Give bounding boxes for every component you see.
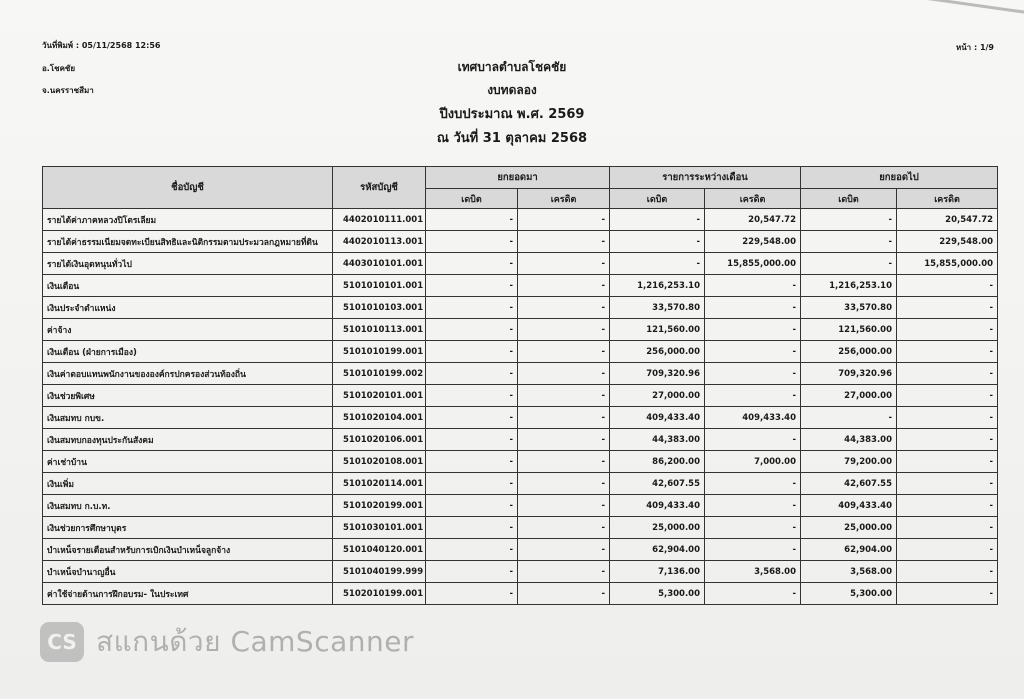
- account-name-cell: เงินสมทบ กบข.: [43, 407, 333, 429]
- trial-balance-table: [42, 166, 998, 605]
- fiscal-year: ปีงบประมาณ พ.ศ. 2569: [439, 107, 585, 122]
- cf-credit-cell: -: [897, 319, 998, 341]
- table-row: [43, 583, 998, 605]
- bf-debit-cell: -: [426, 385, 518, 407]
- account-name-cell: เงินเพิ่ม: [43, 473, 333, 495]
- watermark-text: สแกนด้วย CamScanner: [96, 625, 414, 658]
- month-credit-cell: -: [705, 363, 801, 385]
- account-name-cell: รายได้ค่าภาคหลวงปิโตรเลียม: [43, 209, 333, 231]
- month-debit-cell: 86,200.00: [610, 451, 705, 473]
- month-credit-cell: 3,568.00: [705, 561, 801, 583]
- account-code-cell: 5101020101.001: [333, 385, 426, 407]
- cf-credit-cell: -: [897, 275, 998, 297]
- month-debit-cell: 62,904.00: [610, 539, 705, 561]
- month-debit-cell: 42,607.55: [610, 473, 705, 495]
- bf-debit-cell: -: [426, 539, 518, 561]
- month-debit-header: เดบิต: [610, 189, 705, 209]
- month-credit-cell: 7,000.00: [705, 451, 801, 473]
- bf-debit-cell: -: [426, 583, 518, 605]
- bf-debit-cell: -: [426, 231, 518, 253]
- account-name-cell: เงินเดือน (ฝ่ายการเมือง): [43, 341, 333, 363]
- table-row: [43, 495, 998, 517]
- month-credit-header: เครดิต: [705, 189, 801, 209]
- bf-debit-cell: -: [426, 495, 518, 517]
- bf-credit-cell: -: [518, 473, 610, 495]
- bf-debit-cell: -: [426, 363, 518, 385]
- month-credit-cell: 15,855,000.00: [705, 253, 801, 275]
- bf-credit-cell: -: [518, 561, 610, 583]
- bf-credit-cell: -: [518, 407, 610, 429]
- cf-debit-cell: 121,560.00: [801, 319, 897, 341]
- cf-debit-cell: 25,000.00: [801, 517, 897, 539]
- bf-credit-cell: -: [518, 209, 610, 231]
- account-code-cell: 5101020106.001: [333, 429, 426, 451]
- bf-credit-cell: -: [518, 319, 610, 341]
- account-name-cell: ค่าจ้าง: [43, 319, 333, 341]
- account-code-cell: 5101020104.001: [333, 407, 426, 429]
- cf-debit-cell: -: [801, 253, 897, 275]
- account-code-cell: 5102010199.001: [333, 583, 426, 605]
- cf-credit-header: เครดิต: [897, 189, 998, 209]
- cf-credit-cell: -: [897, 429, 998, 451]
- bf-credit-cell: -: [518, 341, 610, 363]
- month-debit-cell: 44,383.00: [610, 429, 705, 451]
- col-account-code: รหัสบัญชี: [333, 167, 426, 209]
- table-row: [43, 275, 998, 297]
- cf-debit-cell: -: [801, 231, 897, 253]
- account-code-cell: 5101010113.001: [333, 319, 426, 341]
- cf-credit-cell: -: [897, 495, 998, 517]
- account-name-cell: เงินช่วยการศึกษาบุตร: [43, 517, 333, 539]
- month-debit-cell: 7,136.00: [610, 561, 705, 583]
- month-credit-cell: -: [705, 341, 801, 363]
- cf-debit-cell: 42,607.55: [801, 473, 897, 495]
- cf-debit-cell: 3,568.00: [801, 561, 897, 583]
- cf-credit-cell: -: [897, 561, 998, 583]
- cf-debit-cell: -: [801, 209, 897, 231]
- cf-debit-cell: 33,570.80: [801, 297, 897, 319]
- header-row-groups: [43, 167, 998, 189]
- account-code-cell: 5101010101.001: [333, 275, 426, 297]
- cf-debit-cell: 709,320.96: [801, 363, 897, 385]
- month-debit-cell: 709,320.96: [610, 363, 705, 385]
- table-row: [43, 385, 998, 407]
- account-name-cell: เงินช่วยพิเศษ: [43, 385, 333, 407]
- account-name-cell: เงินสมทบกองทุนประกันสังคม: [43, 429, 333, 451]
- account-name-cell: ค่าใช้จ่ายด้านการฝึกอบรม- ในประเทศ: [43, 583, 333, 605]
- account-code-cell: 4402010111.001: [333, 209, 426, 231]
- month-debit-cell: 33,570.80: [610, 297, 705, 319]
- account-name-cell: ค่าเช่าบ้าน: [43, 451, 333, 473]
- account-name-cell: บำเหน็จรายเดือนสำหรับการเบิกเงินบำเหน็จลูกจ้าง: [43, 539, 333, 561]
- as-of-date: ณ วันที่ 31 ตุลาคม 2568: [436, 131, 588, 146]
- month-credit-cell: 20,547.72: [705, 209, 801, 231]
- bf-debit-cell: -: [426, 209, 518, 231]
- month-debit-cell: 409,433.40: [610, 407, 705, 429]
- bf-debit-cell: -: [426, 473, 518, 495]
- table-row: [43, 429, 998, 451]
- cf-debit-cell: 1,216,253.10: [801, 275, 897, 297]
- month-debit-cell: -: [610, 231, 705, 253]
- cf-debit-cell: 5,300.00: [801, 583, 897, 605]
- cf-credit-cell: -: [897, 539, 998, 561]
- account-code-cell: 5101020108.001: [333, 451, 426, 473]
- month-debit-cell: 121,560.00: [610, 319, 705, 341]
- month-credit-cell: -: [705, 473, 801, 495]
- bf-credit-cell: -: [518, 385, 610, 407]
- bf-debit-cell: -: [426, 407, 518, 429]
- table-row: [43, 363, 998, 385]
- account-code-cell: 5101010199.001: [333, 341, 426, 363]
- bf-debit-header: เดบิต: [426, 189, 518, 209]
- camscanner-watermark: [40, 620, 414, 664]
- cf-credit-cell: -: [897, 583, 998, 605]
- cf-credit-cell: -: [897, 407, 998, 429]
- table-row: [43, 561, 998, 583]
- month-credit-cell: 409,433.40: [705, 407, 801, 429]
- month-debit-cell: 25,000.00: [610, 517, 705, 539]
- cf-debit-header: เดบิต: [801, 189, 897, 209]
- month-credit-cell: 229,548.00: [705, 231, 801, 253]
- month-credit-cell: -: [705, 275, 801, 297]
- month-credit-cell: -: [705, 385, 801, 407]
- bf-credit-cell: -: [518, 539, 610, 561]
- bf-credit-cell: -: [518, 253, 610, 275]
- cf-credit-cell: 229,548.00: [897, 231, 998, 253]
- month-debit-cell: 1,216,253.10: [610, 275, 705, 297]
- bf-debit-cell: -: [426, 451, 518, 473]
- bf-credit-header: เครดิต: [518, 189, 610, 209]
- cf-debit-cell: 62,904.00: [801, 539, 897, 561]
- month-credit-cell: -: [705, 297, 801, 319]
- page-number: หน้า : 1/9: [955, 43, 994, 52]
- table-row: [43, 539, 998, 561]
- month-debit-cell: -: [610, 253, 705, 275]
- bf-credit-cell: -: [518, 517, 610, 539]
- print-date: วันที่พิมพ์ : 05/11/2568 12:56: [42, 41, 161, 50]
- account-code-cell: 5101010199.002: [333, 363, 426, 385]
- bf-debit-cell: -: [426, 341, 518, 363]
- cf-credit-cell: -: [897, 363, 998, 385]
- ledger-body: [43, 209, 998, 605]
- month-debit-cell: -: [610, 209, 705, 231]
- paper-edge-shadow: [741, 0, 1024, 79]
- group-brought-forward: ยกยอดมา: [426, 167, 610, 189]
- bf-debit-cell: -: [426, 429, 518, 451]
- account-name-cell: เงินสมทบ ก.บ.ท.: [43, 495, 333, 517]
- bf-debit-cell: -: [426, 275, 518, 297]
- cf-credit-cell: -: [897, 385, 998, 407]
- month-credit-cell: -: [705, 517, 801, 539]
- account-name-cell: เงินประจำตำแหน่ง: [43, 297, 333, 319]
- cf-debit-cell: 44,383.00: [801, 429, 897, 451]
- bf-credit-cell: -: [518, 363, 610, 385]
- bf-credit-cell: -: [518, 583, 610, 605]
- camscanner-logo-icon: CS: [40, 622, 84, 662]
- cf-debit-cell: -: [801, 407, 897, 429]
- month-debit-cell: 5,300.00: [610, 583, 705, 605]
- table-row: [43, 473, 998, 495]
- cf-credit-cell: -: [897, 297, 998, 319]
- cf-credit-cell: -: [897, 451, 998, 473]
- organization-title: เทศบาลตำบลโชคชัย: [457, 60, 567, 74]
- account-code-cell: 5101030101.001: [333, 517, 426, 539]
- account-code-cell: 5101020199.001: [333, 495, 426, 517]
- account-name-cell: เงินเดือน: [43, 275, 333, 297]
- account-name-cell: เงินค่าตอบแทนพนักงานขององค์กรปกครองส่วนท้องถิ่น: [43, 363, 333, 385]
- account-code-cell: 5101010103.001: [333, 297, 426, 319]
- bf-credit-cell: -: [518, 231, 610, 253]
- table-row: [43, 517, 998, 539]
- cf-credit-cell: -: [897, 341, 998, 363]
- account-code-cell: 5101020114.001: [333, 473, 426, 495]
- table-row: [43, 253, 998, 275]
- group-carried-forward: ยกยอดไป: [801, 167, 998, 189]
- account-code-cell: 5101040199.999: [333, 561, 426, 583]
- bf-debit-cell: -: [426, 561, 518, 583]
- bf-debit-cell: -: [426, 253, 518, 275]
- table-row: [43, 231, 998, 253]
- month-debit-cell: 256,000.00: [610, 341, 705, 363]
- cf-debit-cell: 256,000.00: [801, 341, 897, 363]
- col-account-name: ชื่อบัญชี: [43, 167, 333, 209]
- document-title: งบทดลอง: [487, 83, 537, 97]
- table-row: [43, 451, 998, 473]
- account-code-cell: 4402010113.001: [333, 231, 426, 253]
- month-debit-cell: 409,433.40: [610, 495, 705, 517]
- account-code-cell: 5101040120.001: [333, 539, 426, 561]
- account-name-cell: รายได้เงินอุดหนุนทั่วไป: [43, 253, 333, 275]
- month-credit-cell: -: [705, 429, 801, 451]
- bf-credit-cell: -: [518, 495, 610, 517]
- district-label: อ.โชคชัย: [42, 64, 76, 73]
- bf-debit-cell: -: [426, 517, 518, 539]
- cf-credit-cell: 20,547.72: [897, 209, 998, 231]
- group-during-month: รายการระหว่างเดือน: [610, 167, 801, 189]
- bf-credit-cell: -: [518, 297, 610, 319]
- table-row: [43, 341, 998, 363]
- table-row: [43, 297, 998, 319]
- cf-debit-cell: 409,433.40: [801, 495, 897, 517]
- account-name-cell: รายได้ค่าธรรมเนียมจดทะเบียนสิทธิและนิติกรรมตามประมวลกฎหมายที่ดิน: [43, 231, 333, 253]
- bf-debit-cell: -: [426, 297, 518, 319]
- month-debit-cell: 27,000.00: [610, 385, 705, 407]
- cf-credit-cell: 15,855,000.00: [897, 253, 998, 275]
- account-code-cell: 4403010101.001: [333, 253, 426, 275]
- month-credit-cell: -: [705, 495, 801, 517]
- cf-debit-cell: 27,000.00: [801, 385, 897, 407]
- cf-credit-cell: -: [897, 473, 998, 495]
- bf-credit-cell: -: [518, 429, 610, 451]
- cf-debit-cell: 79,200.00: [801, 451, 897, 473]
- month-credit-cell: -: [705, 319, 801, 341]
- bf-credit-cell: -: [518, 451, 610, 473]
- cf-credit-cell: -: [897, 517, 998, 539]
- bf-debit-cell: -: [426, 319, 518, 341]
- table-row: [43, 407, 998, 429]
- table-row: [43, 319, 998, 341]
- table-row: [43, 209, 998, 231]
- month-credit-cell: -: [705, 539, 801, 561]
- province-label: จ.นครราชสีมา: [42, 86, 94, 95]
- bf-credit-cell: -: [518, 275, 610, 297]
- account-name-cell: บำเหน็จบำนาญอื่น: [43, 561, 333, 583]
- month-credit-cell: -: [705, 583, 801, 605]
